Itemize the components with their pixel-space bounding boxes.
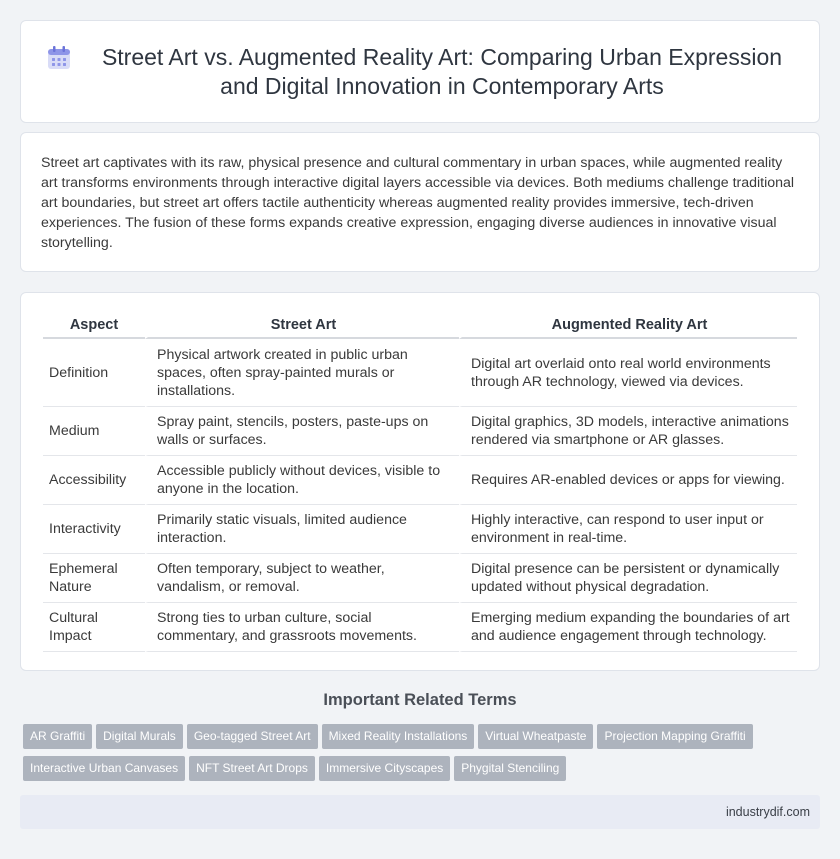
table-row xyxy=(43,339,797,407)
tag-digital-murals[interactable]: Digital Murals xyxy=(96,724,183,749)
tag-phygital-stenciling[interactable]: Phygital Stenciling xyxy=(454,756,566,781)
comparison-table xyxy=(43,311,797,652)
tag-nft-street-art-drops[interactable]: NFT Street Art Drops xyxy=(189,756,315,781)
header-ar-art: Augmented Reality Art xyxy=(459,311,797,339)
tag-projection-mapping-graffiti[interactable]: Projection Mapping Graffiti xyxy=(597,724,752,749)
tag-mixed-reality-installations[interactable]: Mixed Reality Installations xyxy=(322,724,475,749)
ar-art-cell: Digital graphics, 3D models, interactive animations rendered via smartphone or AR glasses. xyxy=(459,407,797,456)
tag-virtual-wheatpaste[interactable]: Virtual Wheatpaste xyxy=(478,724,593,749)
street-art-cell: Spray paint, stencils, posters, paste-ups on walls or surfaces. xyxy=(145,407,459,456)
street-art-cell: Physical artwork created in public urban spaces, often spray-painted murals or installations. xyxy=(145,339,459,407)
aspect-cell: Interactivity xyxy=(43,505,145,554)
related-terms-title: Important Related Terms xyxy=(323,691,517,709)
street-art-cell: Often temporary, subject to weather, vandalism, or removal. xyxy=(145,554,459,603)
ar-art-cell: Requires AR-enabled devices or apps for viewing. xyxy=(459,456,797,505)
street-art-cell: Primarily static visuals, limited audience interaction. xyxy=(145,505,459,554)
header-aspect: Aspect xyxy=(43,311,145,339)
page-title: Street Art vs. Augmented Reality Art: Comparing Urban Expression and Digital Innovation in Contemporary Arts xyxy=(101,43,783,99)
table-header-row xyxy=(43,311,797,339)
aspect-cell: Cultural Impact xyxy=(43,603,145,652)
aspect-cell: Accessibility xyxy=(43,456,145,505)
ar-art-cell: Digital presence can be persistent or dynamically updated without physical degradation. xyxy=(459,554,797,603)
street-art-cell: Accessible publicly without devices, visible to anyone in the location. xyxy=(145,456,459,505)
table-row xyxy=(43,456,797,505)
footer-site-link[interactable]: industrydif.com xyxy=(725,805,810,819)
title-wrap xyxy=(21,21,819,122)
ar-art-cell: Highly interactive, can respond to user input or environment in real-time. xyxy=(459,505,797,554)
table-row xyxy=(43,407,797,456)
intro-card xyxy=(20,132,820,272)
footer xyxy=(20,795,820,829)
aspect-cell: Medium xyxy=(43,407,145,456)
street-art-cell: Strong ties to urban culture, social commentary, and grassroots movements. xyxy=(145,603,459,652)
ar-art-cell: Digital art overlaid onto real world environments through AR technology, viewed via devices. xyxy=(459,339,797,407)
aspect-cell: Definition xyxy=(43,339,145,407)
comparison-card xyxy=(20,292,820,671)
tag-immersive-cityscapes[interactable]: Immersive Cityscapes xyxy=(319,756,450,781)
aspect-cell: Ephemeral Nature xyxy=(43,554,145,603)
tag-interactive-urban-canvases[interactable]: Interactive Urban Canvases xyxy=(23,756,185,781)
title-card xyxy=(20,20,820,123)
tag-ar-graffiti[interactable]: AR Graffiti xyxy=(23,724,92,749)
calendar-icon xyxy=(45,44,73,72)
table-row xyxy=(43,554,797,603)
table-row xyxy=(43,603,797,652)
ar-art-cell: Emerging medium expanding the boundaries of art and audience engagement through technology. xyxy=(459,603,797,652)
related-terms-list xyxy=(23,724,823,788)
header-street-art: Street Art xyxy=(145,311,459,339)
table-row xyxy=(43,505,797,554)
intro-paragraph: Street art captivates with its raw, physical presence and cultural commentary in urban spaces, while augmented reality art transforms environments through interactive digital layers accessible via devices. Both mediums challenge traditional art boundaries, but street art offers tactile authenticity whereas augmented reality provides immersive, tech-driven experiences. The fusion of these forms expands creative expression, engaging diverse audiences in innovative visual storytelling. xyxy=(41,155,795,251)
tag-geo-tagged-street-art[interactable]: Geo-tagged Street Art xyxy=(187,724,318,749)
